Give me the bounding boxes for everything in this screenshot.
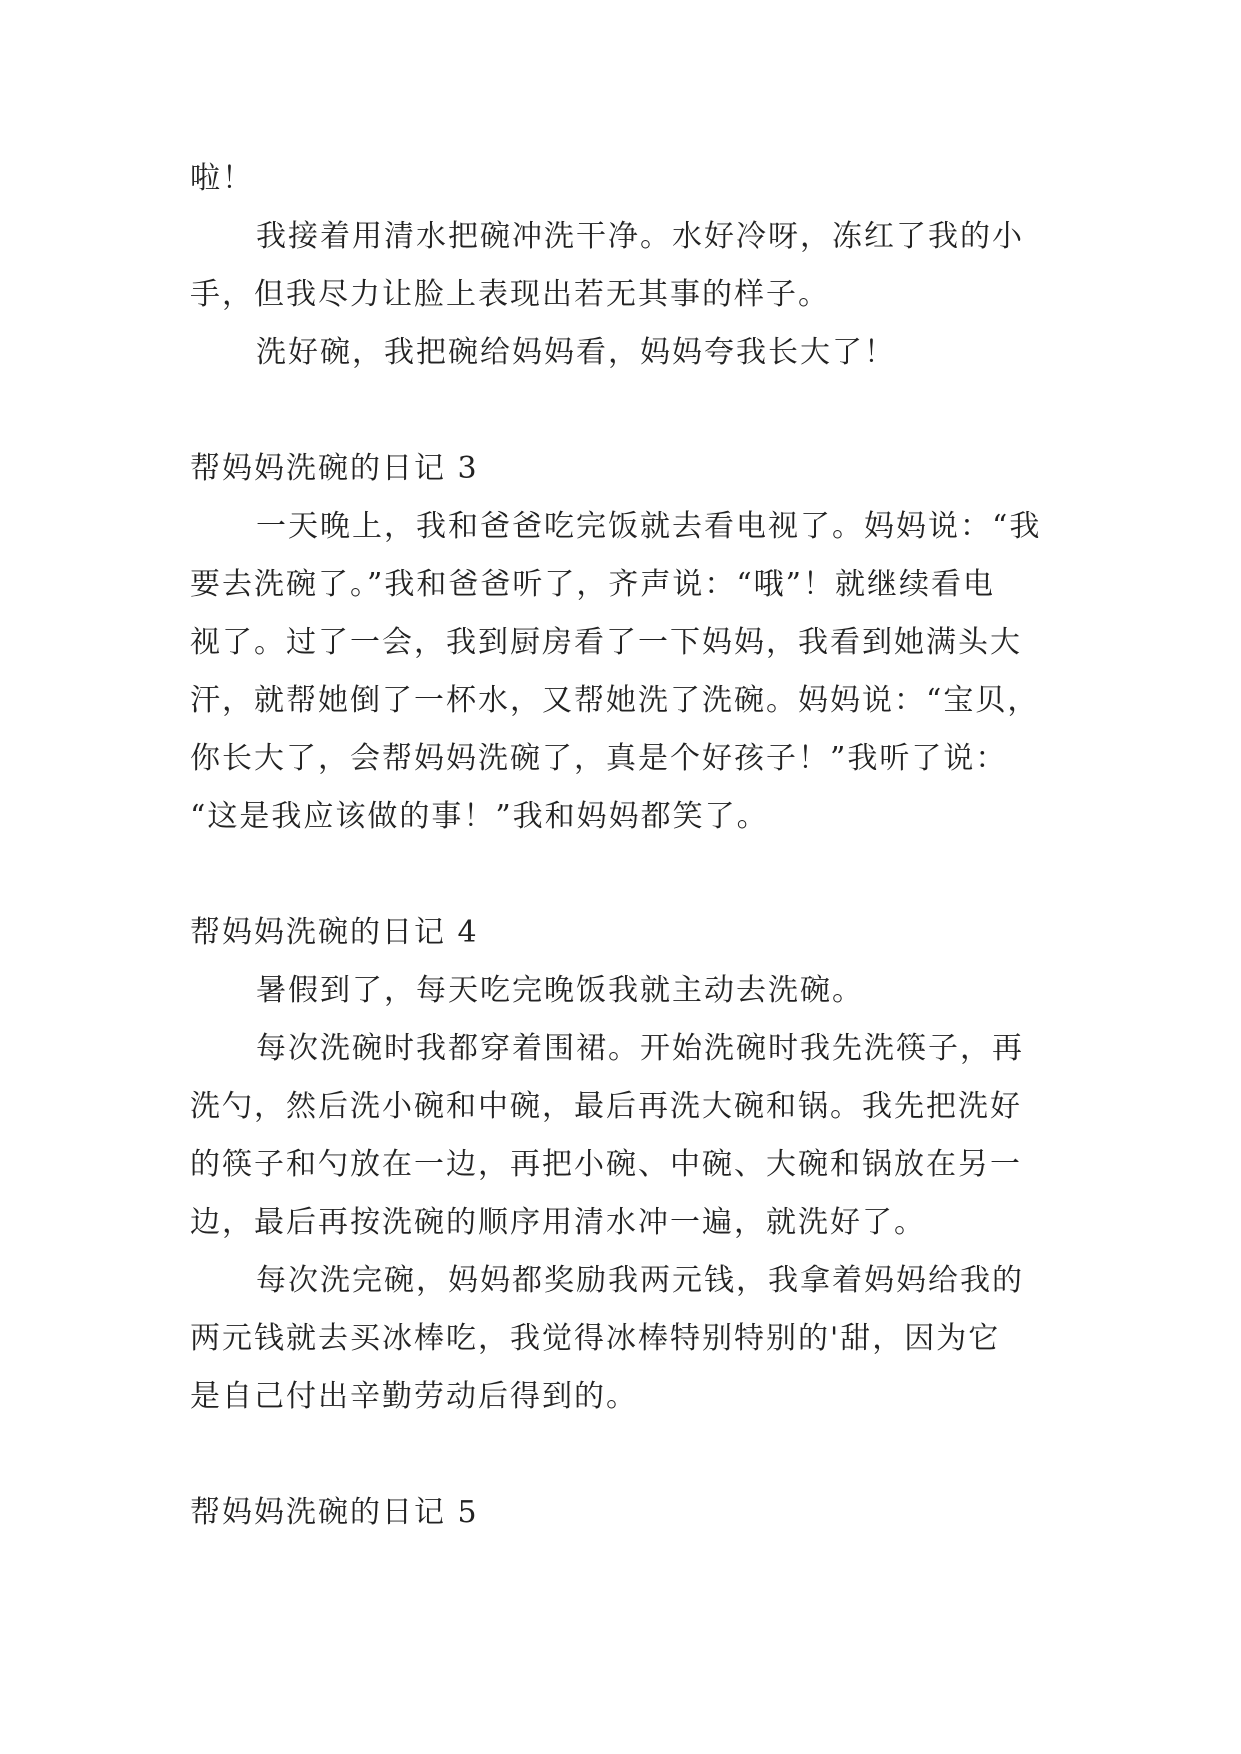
paragraph-line: 边，最后再按洗碗的顺序用清水冲一遍，就洗好了。 xyxy=(190,1205,926,1240)
paragraph-line: 的筷子和勺放在一边，再把小碗、中碗、大碗和锅放在另一 xyxy=(190,1147,1022,1182)
paragraph-line: 我接着用清水把碗冲洗干净。水好冷呀，冻红了我的小 xyxy=(256,219,1024,254)
paragraph-line: 两元钱就去买冰棒吃，我觉得冰棒特别特别的'甜，因为它 xyxy=(190,1321,1001,1356)
paragraph-line: 啦！ xyxy=(190,161,254,196)
section-gap xyxy=(190,382,1060,440)
document-page xyxy=(190,150,1060,1542)
paragraph-line: 手，但我尽力让脸上表现出若无其事的样子。 xyxy=(190,277,830,312)
paragraph-line: “这是我应该做的事！”我和妈妈都笑了。 xyxy=(190,799,769,834)
paragraph-line: 你长大了，会帮妈妈洗碗了，真是个好孩子！”我听了说： xyxy=(190,741,1008,776)
section-gap xyxy=(190,1426,1060,1484)
paragraph-line: 一天晚上，我和爸爸吃完饭就去看电视了。妈妈说：“我 xyxy=(256,509,1042,544)
paragraph-line: 洗好碗，我把碗给妈妈看，妈妈夸我长大了！ xyxy=(256,335,896,370)
section-title: 帮妈妈洗碗的日记 3 xyxy=(190,451,479,486)
paragraph-line: 每次洗完碗，妈妈都奖励我两元钱，我拿着妈妈给我的 xyxy=(256,1263,1024,1298)
paragraph-line: 要去洗碗了。”我和爸爸听了，齐声说：“哦”！就继续看电 xyxy=(190,567,996,602)
paragraph-line: 视了。过了一会，我到厨房看了一下妈妈，我看到她满头大 xyxy=(190,625,1022,660)
section-title: 帮妈妈洗碗的日记 4 xyxy=(190,915,479,950)
paragraph-line: 每次洗碗时我都穿着围裙。开始洗碗时我先洗筷子，再 xyxy=(256,1031,1024,1066)
paragraph-line: 是自己付出辛勤劳动后得到的。 xyxy=(190,1379,638,1414)
section-gap xyxy=(190,846,1060,904)
paragraph-line: 洗勺，然后洗小碗和中碗，最后再洗大碗和锅。我先把洗好 xyxy=(190,1089,1022,1124)
paragraph-line: 汗，就帮她倒了一杯水，又帮她洗了洗碗。妈妈说：“宝贝， xyxy=(190,683,1040,718)
section-title: 帮妈妈洗碗的日记 5 xyxy=(190,1495,479,1530)
paragraph-line: 暑假到了，每天吃完晚饭我就主动去洗碗。 xyxy=(256,973,864,1008)
